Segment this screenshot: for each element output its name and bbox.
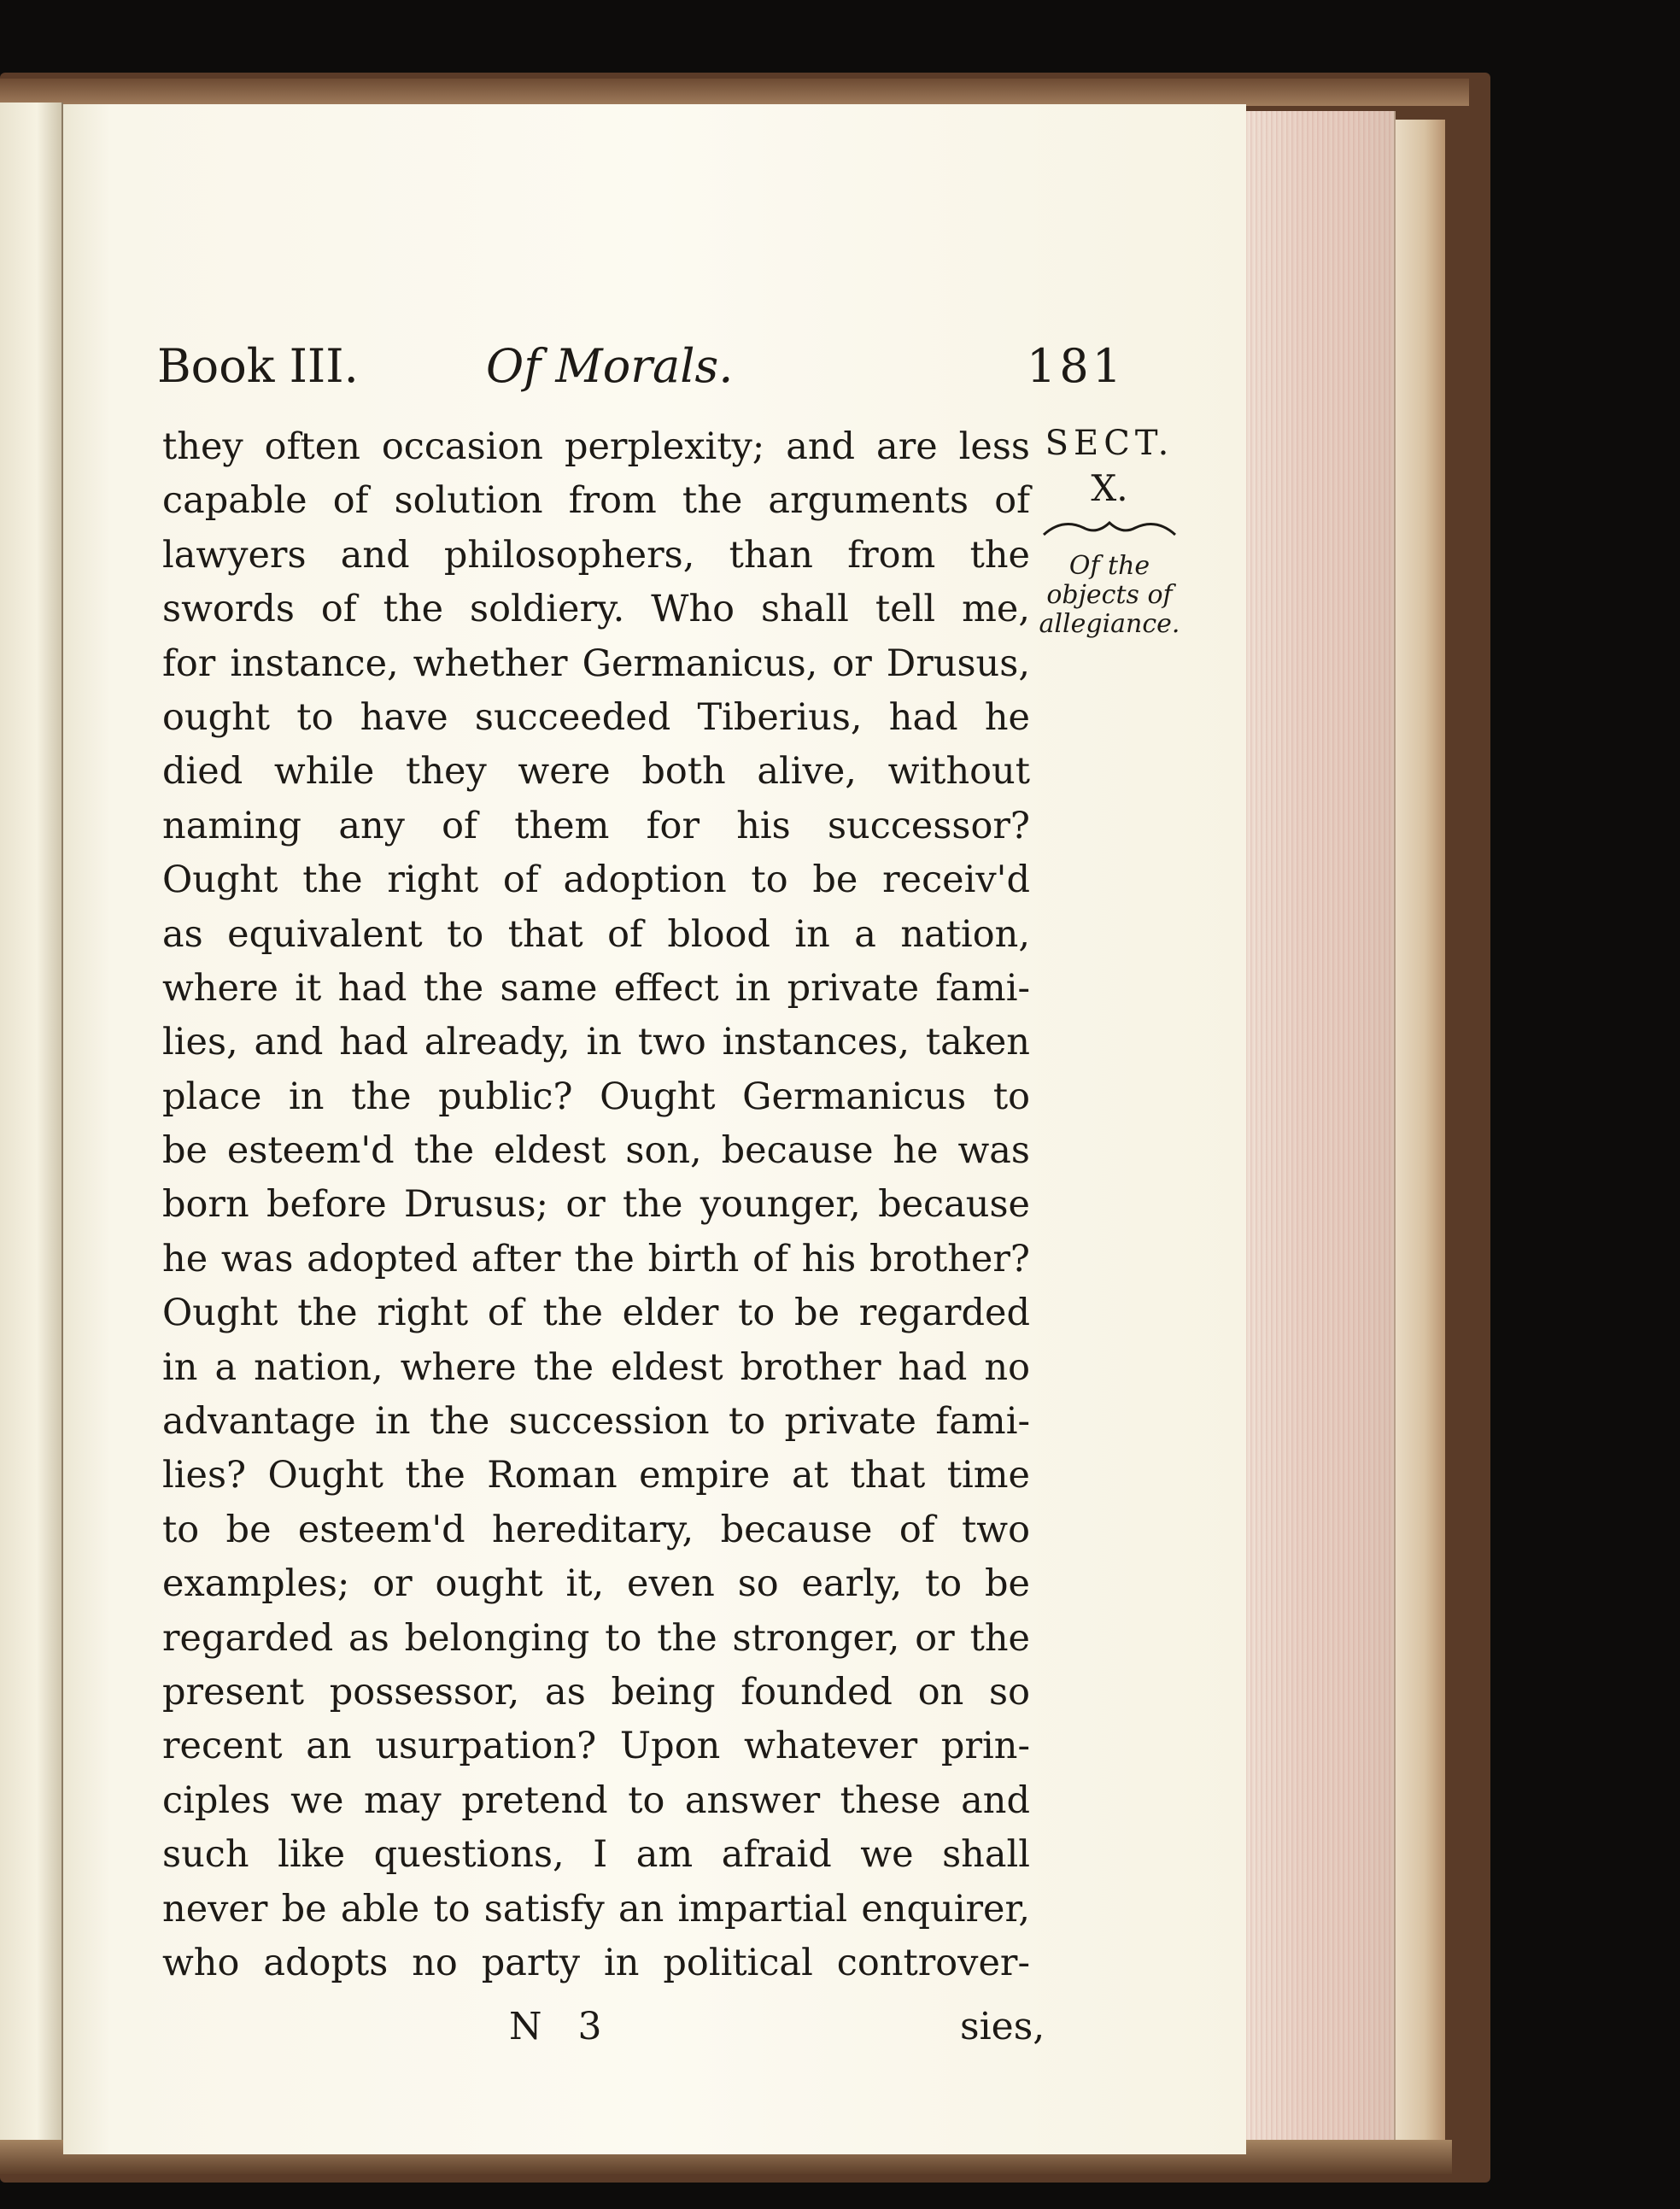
margin-caption [1037,552,1182,639]
top-board-edge [0,79,1469,106]
text-line: ciples we may pretend to answer these and [162,1778,1030,1822]
text-line: they often occasion perplexity; and are less [162,425,1030,468]
text-line: in a nation, where the eldest brother had no [162,1345,1030,1389]
text-line: where it had the same effect in private fami- [162,966,1030,1010]
text-line: to be esteem'd hereditary, because of two [162,1508,1030,1551]
margin-caption-line: allegiance. [1039,609,1180,639]
text-line: regarded as belonging to the stronger, or the [162,1616,1030,1660]
text-line: Ought the right of the elder to be regarded [162,1292,1030,1335]
text-line: he was adopted after the birth of his brother? [162,1237,1030,1280]
page-fore-edge [1240,111,1396,2153]
text-line: lies? Ought the Roman empire at that time [162,1454,1030,1497]
text-line: advantage in the succession to private fami- [162,1400,1030,1444]
text-line: place in the public? Ought Germanicus to [162,1075,1030,1118]
text-line: as equivalent to that of blood in a nation, [162,912,1030,956]
section-label: SECT. [1045,424,1174,463]
book-page [63,104,1246,2154]
text-line: for instance, whether Germanicus, or Drusus, [162,642,1030,685]
text-line: Ought the right of adoption to be receiv'd [162,858,1030,902]
text-line: lawyers and philosophers, than from the [162,533,1030,577]
text-line: never be able to satisfy an impartial enquirer, [162,1887,1030,1931]
text-line: swords of the soldiery. Who shall tell me, [162,588,1030,631]
text-line: naming any of them for his successor? [162,804,1030,847]
running-header [63,339,1246,403]
text-line: lies, and had already, in two instances, taken [162,1021,1030,1064]
text-line: examples; or ought it, even so early, to be [162,1562,1030,1606]
margin-caption-line: Of the [1068,551,1150,581]
margin-caption-line: objects of [1046,580,1173,610]
back-board-edge [1394,120,1445,2153]
running-title: Of Morals. [486,339,734,393]
body-text [162,420,1030,1990]
text-line: recent an usurpation? Upon whatever prin- [162,1725,1030,1768]
page-number: 181 [1027,339,1126,393]
text-line: born before Drusus; or the younger, because [162,1183,1030,1227]
facing-page-edge [0,103,63,2140]
page-footer [63,2005,1246,2065]
section-number: X. [1091,467,1128,509]
text-line: ought to have succeeded Tiberius, had he [162,695,1030,739]
margin-note [1037,422,1182,639]
text-line: capable of solution from the arguments of [162,479,1030,523]
text-line: present possessor, as being founded on so [162,1670,1030,1714]
text-line: who adopts no party in political controver- [162,1941,1030,1984]
text-line: be esteem'd the eldest son, because he was [162,1129,1030,1173]
signature-mark: N 3 [509,2005,614,2048]
text-line: such like questions, I am afraid we shall [162,1833,1030,1877]
catchword: sies, [960,2005,1045,2048]
text-line: died while they were both alive, without [162,750,1030,794]
brace-ornament [1037,516,1182,543]
book-label: Book III. [157,339,359,393]
